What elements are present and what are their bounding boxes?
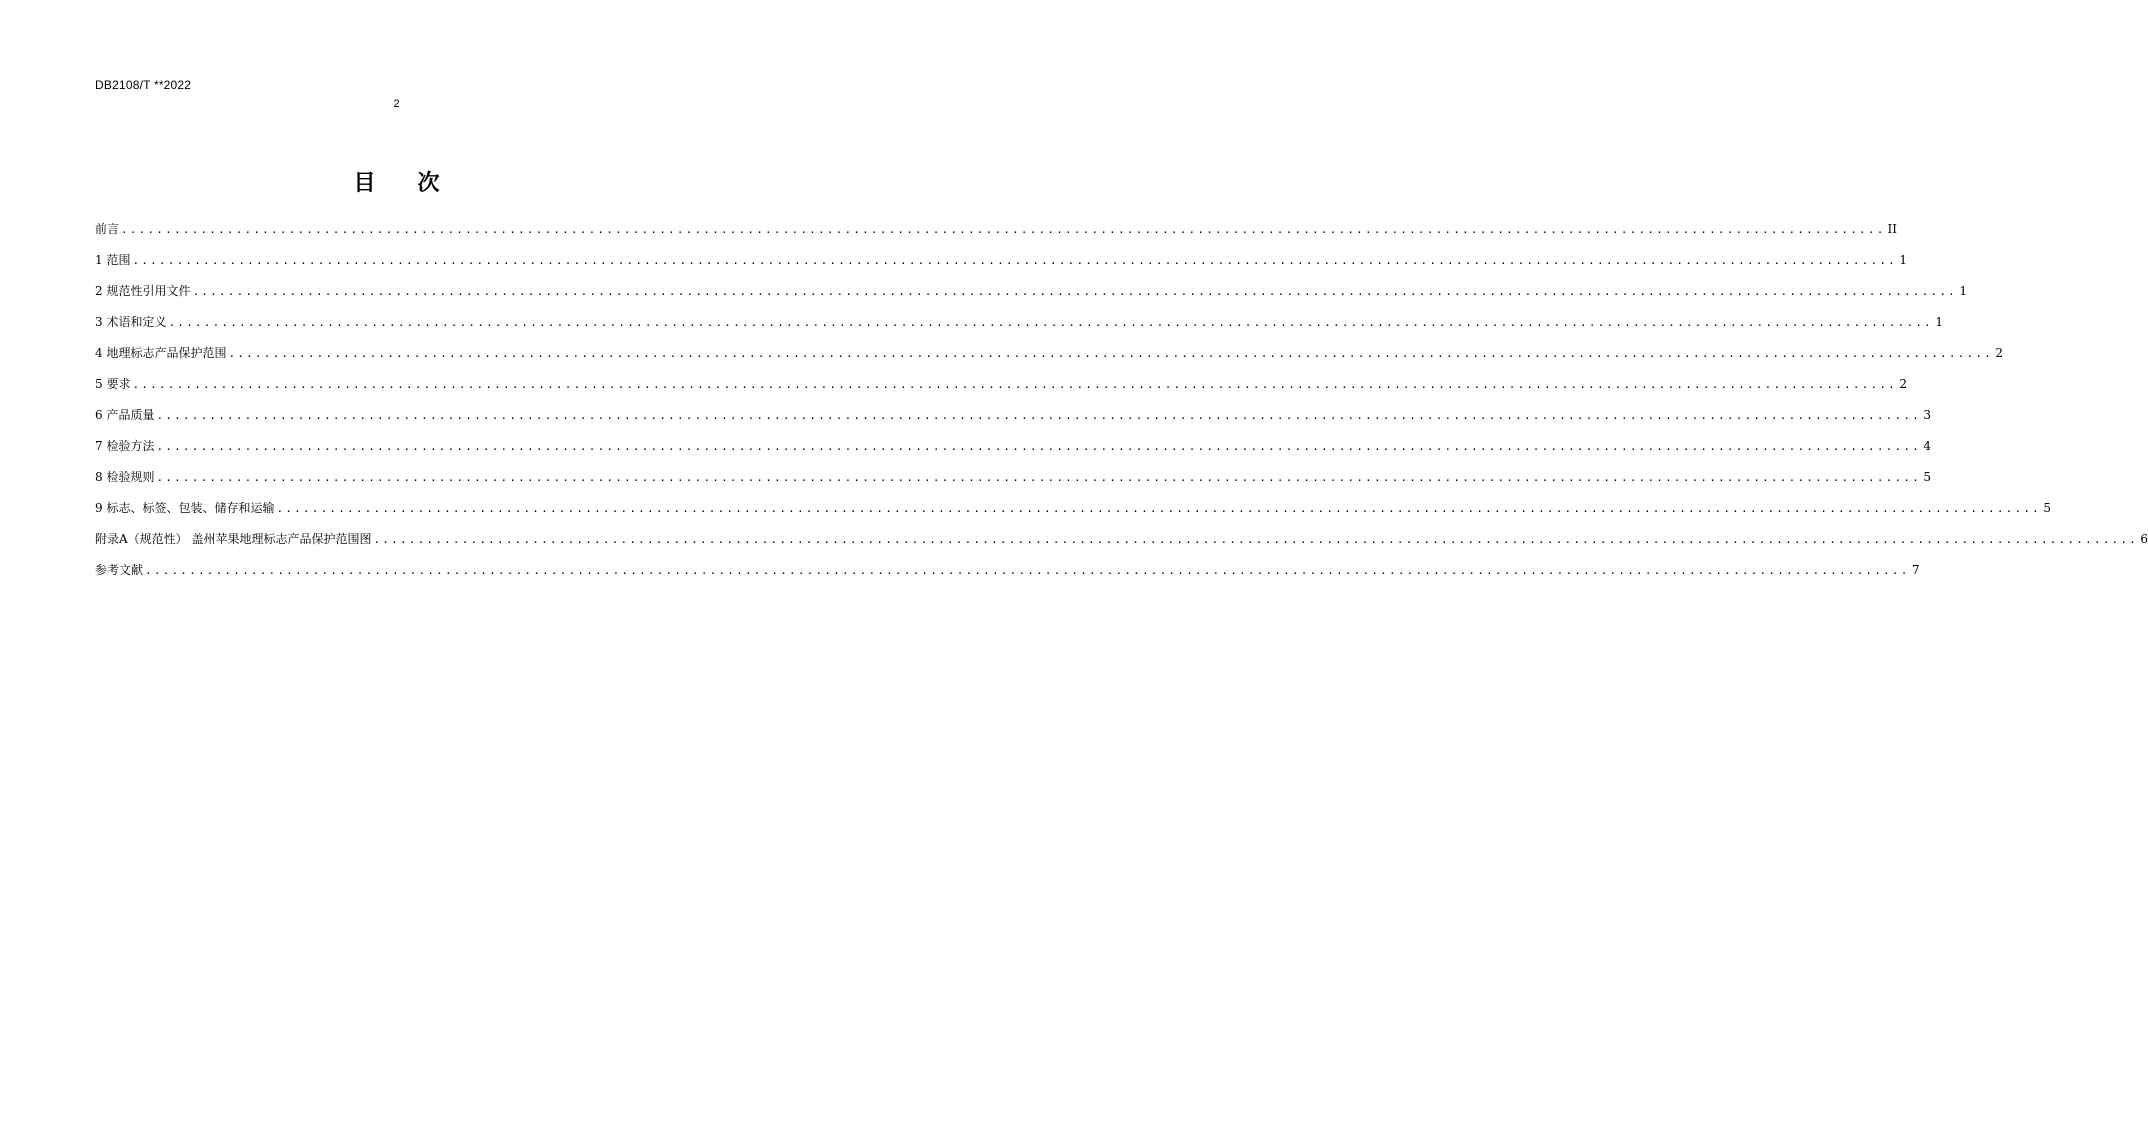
toc-title: 目次 [353, 171, 482, 196]
toc-entry-marking-packaging[interactable] [95, 499, 2051, 530]
dot-leader: ........................................................................................................................................................................................................ [145, 564, 1910, 577]
toc-entry-inspection-rules[interactable] [95, 468, 1931, 499]
toc-entry-page: 5 [2043, 501, 2051, 515]
dot-leader: ........................................................................................................................................................................................................ [373, 533, 2138, 546]
toc-entry-scope[interactable] [95, 251, 1907, 282]
toc-entry-label: 2 规范性引用文件 [95, 284, 191, 298]
toc-entry-page: 4 [1923, 439, 1931, 453]
toc-entry-label: 7 检验方法 [95, 439, 155, 453]
toc-entry-page: 3 [1923, 408, 1931, 422]
toc-entry-label: 5 要求 [95, 377, 131, 391]
toc-entry-label: 1 范围 [95, 253, 131, 267]
toc-entry-page: 2 [1899, 377, 1907, 391]
dot-leader: ........................................................................................................................................................................................................ [132, 378, 1897, 391]
dot-leader: ........................................................................................................................................................................................................ [156, 440, 1921, 453]
dot-leader: ........................................................................................................................................................................................................ [168, 316, 1933, 329]
toc-entry-label: 附录A（规范性） 盖州苹果地理标志产品保护范围图 [95, 532, 372, 546]
toc-entry-page: 7 [1911, 563, 1920, 577]
toc-entry-page: 6 [2140, 532, 2148, 546]
toc-entry-page: 5 [1923, 470, 1931, 484]
dot-leader: ........................................................................................................................................................................................................ [156, 409, 1921, 422]
dot-leader: ........................................................................................................................................................................................................ [192, 285, 1957, 298]
toc-entry-protection-area[interactable] [95, 344, 2003, 375]
toc-entry-label: 8 检验规则 [95, 470, 155, 484]
toc-entry-label: 3 术语和定义 [95, 315, 167, 329]
toc-entry-terms-definitions[interactable] [95, 313, 1943, 344]
toc-entry-page: 2 [1995, 346, 2003, 360]
toc-entry-appendix-a[interactable] [95, 530, 2148, 561]
dot-leader: ........................................................................................................................................................................................................ [228, 347, 1993, 360]
dot-leader: ........................................................................................................................................................................................................ [132, 254, 1897, 267]
toc-entry-page: II [1887, 222, 1898, 236]
toc-entry-foreword[interactable] [95, 220, 1898, 251]
toc-entry-product-quality[interactable] [95, 406, 1931, 437]
toc-entry-test-methods[interactable] [95, 437, 1931, 468]
toc-entry-label: 参考文献 [95, 563, 144, 577]
toc-entry-normative-references[interactable] [95, 282, 1967, 313]
toc-entry-requirements[interactable] [95, 375, 1907, 406]
toc-entry-bibliography[interactable] [95, 561, 1920, 592]
toc-entry-page: 1 [1935, 315, 1943, 329]
dot-leader: ........................................................................................................................................................................................................ [276, 502, 2041, 515]
toc-entry-page: 1 [1959, 284, 1967, 298]
dot-leader: ........................................................................................................................................................................................................ [156, 471, 1921, 484]
toc-entry-page: 1 [1899, 253, 1907, 267]
table-of-contents [95, 220, 2148, 592]
toc-entry-label: 前言 [95, 222, 120, 236]
document-code: DB2108/T **2022 [95, 78, 192, 92]
page-number: 2 [393, 98, 400, 110]
toc-entry-label: 6 产品质量 [95, 408, 155, 422]
toc-entry-label: 4 地理标志产品保护范围 [95, 346, 227, 360]
toc-entry-label: 9 标志、标签、包装、储存和运输 [95, 501, 275, 515]
dot-leader: ........................................................................................................................................................................................................ [121, 223, 1886, 236]
